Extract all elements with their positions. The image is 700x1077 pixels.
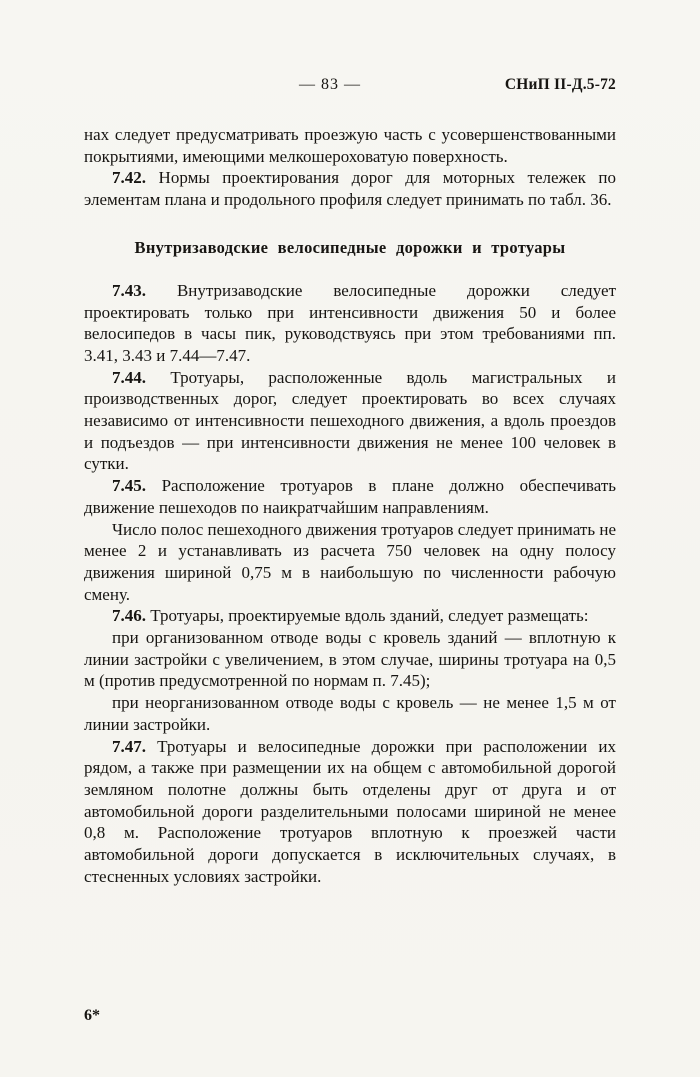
paragraph-text: при неорганизованном отводе воды с кровель — не менее 1,5 м от линии застройки. — [84, 693, 616, 734]
paragraph-text: Число полос пешеходного движения тротуаров следует принимать не менее 2 и устанавливать из расчета 750 человек на одну полосу движения шириной 0,75 м в наибольшую по численности рабочую смену. — [84, 519, 616, 604]
paragraph-7-42 — [84, 167, 616, 210]
paragraph-text: нах следует предусматривать проезжую часть с усовершенствованными покрытиями, имеющими мелкошероховатую поверхность. — [84, 125, 616, 166]
paragraph-organized-drainage — [84, 627, 616, 692]
paragraph-pedestrian-lanes — [84, 519, 616, 606]
paragraph-text: Тротуары, проектируемые вдоль зданий, следует размещать: — [150, 606, 589, 626]
signature-mark: 6* — [84, 1007, 100, 1024]
paragraph-7-46 — [84, 605, 616, 627]
paragraph-text: Расположение тротуаров в плане должно обеспечивать движение пешеходов по наикратчайшим направлениям. — [84, 476, 617, 517]
section-heading: Внутризаводские велосипедные дорожки и тротуары — [134, 237, 566, 257]
paragraph-continuation — [84, 124, 616, 167]
paragraph-7-45 — [84, 475, 616, 518]
paragraph-text: Тротуары, расположенные вдоль магистральных и производственных дорог, следует проектировать во всех случаях независимо от интенсивности пешеходного движения, а вдоль проездов и подъездов — при интенсивности движения не менее 100 человек в сутки. — [84, 367, 617, 474]
page-footer — [84, 1007, 100, 1025]
paragraph-number: 7.43. — [112, 280, 146, 300]
paragraph-number: 7.46. — [112, 606, 146, 626]
paragraph-7-44 — [84, 367, 616, 476]
paragraph-text: Внутризаводские велосипедные дорожки следует проектировать только при интенсивности движения 50 и более велосипедов в часы пик, руководствуясь при этом требованиями пп. 3.41, 3.43 и 7.44—7.47. — [84, 280, 616, 365]
paragraph-number: 7.47. — [112, 736, 146, 756]
page-header — [84, 76, 616, 100]
paragraph-text: Нормы проектирования дорог для моторных тележек по элементам плана и продольного профиля следует принимать по табл. 36. — [84, 168, 617, 210]
paragraph-number: 7.44. — [112, 367, 146, 387]
paragraph-unorganized-drainage — [84, 692, 616, 735]
paragraph-text: при организованном отводе воды с кровель зданий — вплотную к линии застройки с увеличением, в этом случае, ширины тротуара на 0,5 м (против предусмотренной по нормам п. 7.45); — [84, 628, 616, 691]
page-number: — 83 — — [299, 76, 361, 93]
doc-code: СНиП II-Д.5-72 — [504, 76, 616, 93]
paragraph-7-47 — [84, 736, 616, 888]
paragraph-text: Тротуары и велосипедные дорожки при расположении их рядом, а также при размещении их на общем с автомобильной дорогой земляном полотне должны быть отделены друг от друга и от автомобильной дороги разделительными полосами шириной не менее 0,8 м. Расположение тротуаров вплотную к проезжей части автомобильной дороги допускается в исключительных случаях, в стесненных условиях застройки. — [84, 736, 616, 886]
paragraph-7-43 — [84, 280, 616, 367]
text-block — [84, 124, 616, 888]
paragraph-number: 7.45. — [112, 476, 146, 496]
paragraph-number: 7.42. — [112, 168, 146, 188]
